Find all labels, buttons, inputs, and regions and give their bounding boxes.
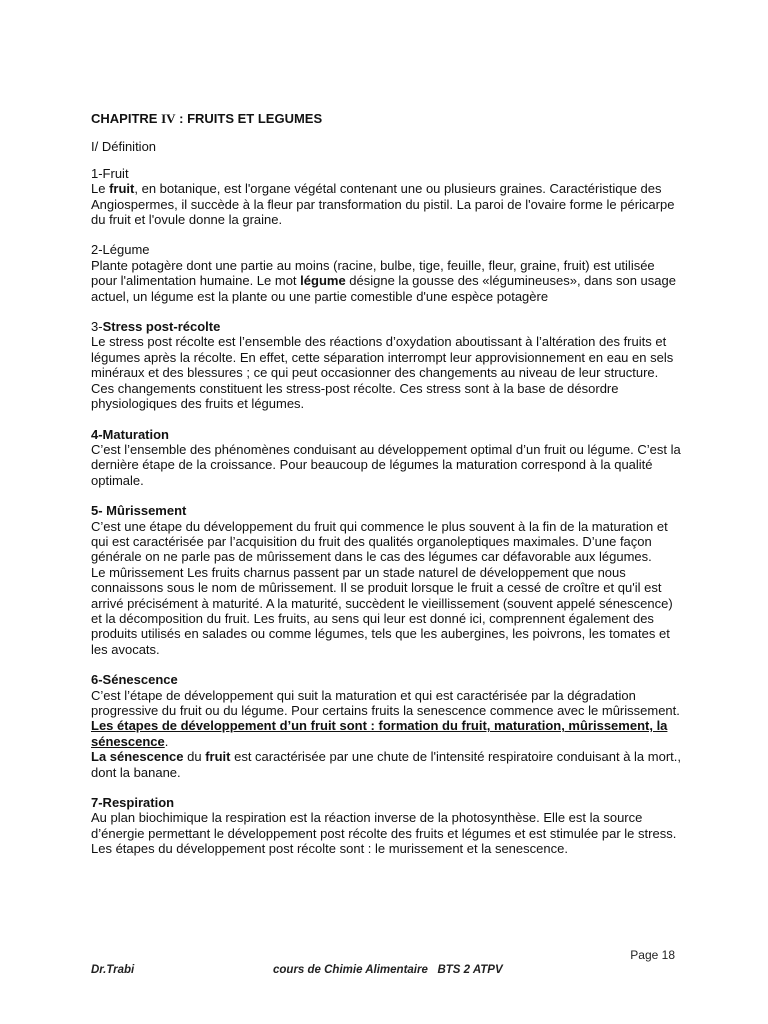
chapter-title — [91, 111, 681, 126]
senescence-stages-end: . — [164, 733, 169, 749]
fruit-paragraph — [91, 181, 681, 227]
respiration-heading-text: 7-Respiration — [91, 795, 175, 811]
senescence-paragraph-1: C’est l’étape de développement qui suit la maturation et qui est caractérisée par la dégradation progressive du fruit ou du légume. Pour certains fruits la senescence commence avec le mûrissement. — [91, 687, 680, 718]
legume-text-2: désigne la gousse des «légumineuses», dans son usage actuel, un légume est la plante ou une partie comestible d'une espèce potagère — [91, 273, 676, 304]
fruit-heading: 1-Fruit — [91, 165, 129, 181]
senescence-paragraph-2 — [91, 749, 681, 780]
senescence-text-1: du — [183, 749, 206, 765]
murissement-paragraph-1: C’est une étape du développement du fruit qui commence le plus souvent à la fin de la maturation et qui est caractérisée par l’acquisition du fruit des qualités organoleptiques maximales. D’une façon générale on ne parle pas de mûrissement dans le cas des légumes car défavorable aux légumes. — [91, 518, 668, 565]
maturation-paragraph: C’est l’ensemble des phénomènes conduisant au développement optimal d’un fruit ou légume. C’est la dernière étape de la croissance. Pour beaucoup de légumes la maturation correspond à la qualité optimale. — [91, 441, 681, 488]
senescence-text-2: est caractérisée par une chute de l'intensité respiratoire conduisant à la mort., dont la banane. — [91, 749, 681, 780]
stress-heading — [91, 319, 681, 334]
page-number: Page 18 — [630, 948, 675, 962]
respiration-heading — [91, 795, 681, 810]
footer-author: Dr.Trabi — [91, 964, 135, 976]
maturation-heading — [91, 427, 681, 442]
footer-course: cours de Chimie Alimentaire BTS 2 ATPV — [273, 964, 503, 976]
senescence-heading-text: 6-Sénescence — [91, 672, 178, 688]
murissement-heading — [91, 503, 681, 518]
senescence-stages — [91, 718, 681, 749]
senescence-stages-underlined: Les étapes de développement d’un fruit sont : formation du fruit, maturation, mûrissement, la sénescence — [91, 718, 668, 749]
murissement-heading-text: 5- Mûrissement — [91, 503, 187, 519]
chapter-prefix: CHAPITRE — [91, 111, 162, 126]
fruit-text-2: , en botanique, est l'organe végétal contenant une ou plusieurs graines. Caractéristique des Angiospermes, il succède à la fleur par transformation du pistil. La paroi de l'ovaire forme le péricarpe du fruit et l'ovule donne la graine. — [91, 181, 675, 228]
stress-number: 3- — [91, 319, 103, 335]
chapter-roman-numeral: IV — [161, 111, 176, 126]
maturation-heading-text: 4-Maturation — [91, 426, 169, 442]
legume-bold-term: légume — [300, 273, 346, 289]
document-body — [91, 111, 681, 857]
section-heading: I/ Définition — [91, 139, 157, 155]
fruit-text-1: Le — [91, 181, 110, 197]
senescence-bold-fruit: fruit — [205, 749, 231, 765]
fruit-bold-term: fruit — [109, 181, 135, 197]
legume-text-1: Plante potagère dont une partie au moins (racine, bulbe, tige, feuille, fleur, graine, fruit) est utilisée pour l'alimentation humaine. Le mot — [91, 257, 655, 289]
stress-heading-text: Stress post-récolte — [102, 319, 221, 335]
chapter-suffix: : FRUITS ET LEGUMES — [175, 111, 323, 126]
legume-paragraph — [91, 258, 681, 304]
senescence-bold-term: La sénescence — [91, 749, 184, 765]
respiration-paragraph: Au plan biochimique la respiration est la réaction inverse de la photosynthèse. Elle est la source d’énergie permettant le développement post récolte des fruits et légumes et est stimulée par le stress. Les étapes du développement post récolte sont : le murissement et la senescence. — [91, 810, 677, 857]
stress-paragraph: Le stress post récolte est l’ensemble des réactions d’oxydation aboutissant à l’altération des fruits et légumes après la récolte. En effet, cette séparation interrompt leur approvisionnement en eau en sels minéraux et des blessures ; ce qui peut occasionner des changements au niveau de leur structure. Ces changements constituent les stress-post récolte. Ces stress sont à la base de désordre physiologiques des fruits et légumes. — [91, 334, 674, 412]
senescence-heading — [91, 672, 681, 687]
legume-heading: 2-Légume — [91, 242, 150, 258]
murissement-paragraph-2: Le mûrissement Les fruits charnus passent par un stade naturel de développement que nous connaissons sous le nom de mûrissement. Il se produit lorsque le fruit a cessé de croître et qu'il est arrivé précisément à maturité. A la maturité, succèdent le vieillissement (souvent appelé sénescence) et la décomposition du fruit. Les fruits, au sens qui leur est donné ici, comprennent également des produits utilisés en salades ou comme légumes, tels que les aubergines, les poivrons, les tomates et les avocats. — [91, 564, 673, 657]
